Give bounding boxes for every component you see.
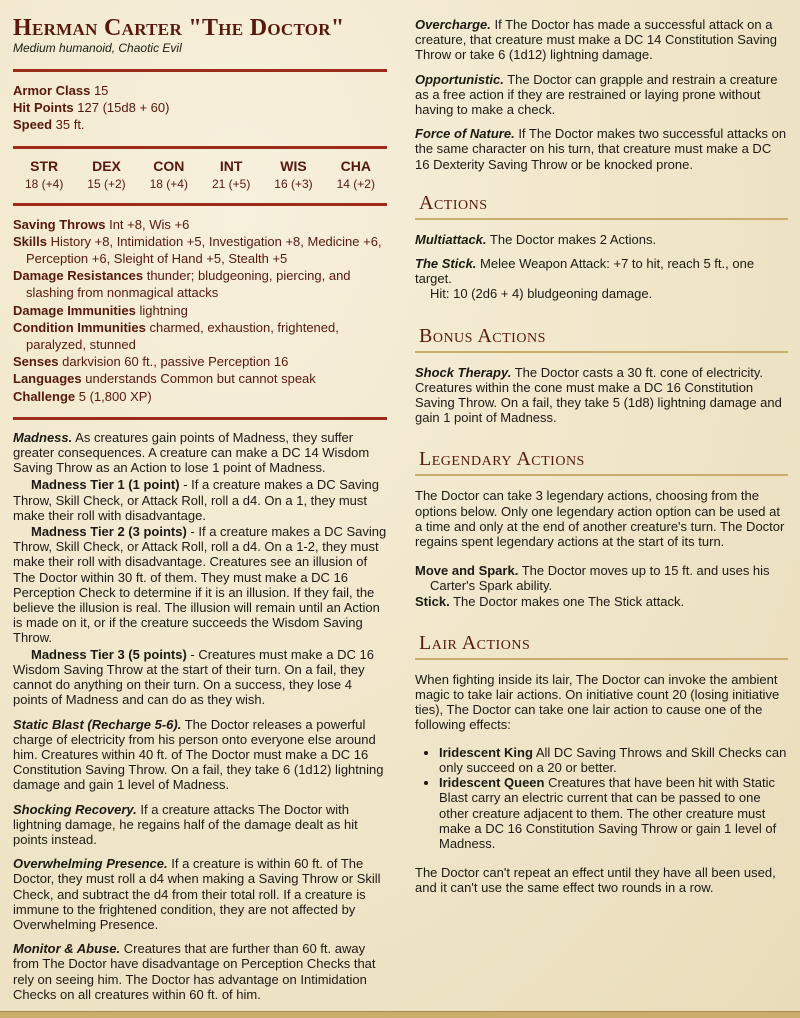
- legendary-name: Stick.: [415, 593, 450, 609]
- damage-immunities-value: lightning: [139, 302, 188, 318]
- ability-name: CHA: [340, 157, 371, 174]
- trait-name: Force of Nature.: [415, 126, 515, 142]
- trait-text: The Doctor can grapple and restrain a creature as a free action if they are restrained or laying prone without having to make a check.: [415, 71, 778, 118]
- tier-name: Madness Tier 3 (5 points): [31, 646, 187, 662]
- condition-immunities-label: Condition Immunities: [13, 319, 146, 335]
- damage-immunities-label: Damage Immunities: [13, 302, 136, 318]
- condition-immunities-value: charmed, exhaustion, frightened, paralyzed, stunned: [26, 319, 339, 353]
- trait-text: If a creature attacks The Doctor with lightning damage, he regains half of the damage dealt as hit points instead.: [13, 801, 358, 847]
- trait-name: Overcharge.: [415, 17, 491, 32]
- lair-effect-item: [439, 775, 788, 851]
- lair-actions-heading: Lair Actions: [419, 631, 531, 654]
- armor-class-value: 15: [93, 83, 109, 98]
- right-column: [415, 0, 788, 905]
- ability-dex: [76, 157, 136, 193]
- legendary-intro: The Doctor can take 3 legendary actions, choosing from the options below. Only one legendary action option can be used at a time and only at the end of another creature's turn. The Doctor regains spent legendary actions at the start of its turn.: [415, 488, 785, 550]
- actions-heading: Actions: [419, 191, 488, 214]
- legendary-move-and-spark: [415, 563, 788, 593]
- speed-value: 35 ft.: [55, 117, 85, 133]
- trait-name: Monitor & Abuse.: [13, 941, 121, 957]
- trait-text: Creatures that are further than 60 ft. away from The Doctor have disadvantage on Perception Checks that rely on seeing him. The Doctor has advantage on Intimidation Checks on all creatures within 60 ft. of him.: [13, 941, 376, 1002]
- hit-points-value: 127 (15d8 + 60): [77, 100, 170, 116]
- divider: [13, 203, 387, 206]
- ability-value: 21 (+5): [211, 176, 251, 191]
- action-text: Melee Weapon Attack: +7 to hit, reach 5 ft., one target.: [415, 256, 755, 287]
- divider: [13, 69, 387, 72]
- tier-name: Madness Tier 2 (3 points): [31, 524, 187, 540]
- details-block: [13, 216, 387, 405]
- legendary-name: Move and Spark.: [415, 563, 519, 579]
- page-frame-bottom: [0, 1011, 800, 1018]
- bonus-action-text: The Doctor casts a 30 ft. cone of electricity. Creatures within the cone must make a DC 16 Constitution Saving Throw. On a fail, they take 5 (1d8) lightning damage and gain 1 point of Madness.: [415, 364, 782, 426]
- section-rule: [415, 474, 788, 476]
- madness-tier-2: [13, 524, 387, 646]
- monster-name: Herman Carter "The Doctor": [13, 15, 345, 41]
- bonus-action-name: Shock Therapy.: [415, 364, 512, 380]
- core-stats: [13, 82, 387, 134]
- traits-block: [13, 430, 387, 1002]
- trait-shocking-recovery: [13, 802, 387, 848]
- bonus-action-shock-therapy: [415, 365, 788, 426]
- trait-text: If a creature is within 60 ft. of The Doctor, they must roll a d4 when making a Saving Throw or Skill Check, and subtract the d4 from their total roll. If a creature is immune to the frightened condition, they are not affected by Overwhelming Presence.: [13, 856, 381, 932]
- languages-value: understands Common but cannot speak: [85, 371, 316, 387]
- bonus-actions-heading: Bonus Actions: [419, 324, 546, 347]
- damage-resistances-value: thunder; bludgeoning, piercing, and slashing from nonmagical attacks: [26, 268, 351, 301]
- tier-text: - If a creature makes a DC Saving Throw, Skill Check, or Attack Roll, roll a d4. On a 1, they must make their roll with disadvantage.: [13, 477, 380, 523]
- lair-effect-text: Creatures that have been hit with Static Blast carry an electric current that can be passed to one other creature adjacent to them. The other creature must make a DC 16 Constitution Saving Throw or gain 1 level of Madness.: [439, 775, 777, 851]
- ability-name: INT: [219, 157, 243, 174]
- trait-opportunistic: [415, 72, 788, 118]
- ability-con: [139, 157, 199, 193]
- action-name: The Stick.: [415, 256, 477, 272]
- action-multiattack: [415, 232, 788, 247]
- action-the-stick: [415, 256, 788, 286]
- lair-outro: The Doctor can't repeat an effect until they have all been used, and it can't use the same effect two rounds in a row.: [415, 865, 776, 896]
- trait-name: Overwhelming Presence.: [13, 856, 168, 872]
- armor-class-label: Armor Class: [13, 83, 91, 98]
- lair-effect-name: Iridescent King: [439, 744, 533, 760]
- languages-label: Languages: [13, 371, 82, 387]
- ability-value: 14 (+2): [336, 176, 375, 191]
- ability-name: STR: [30, 157, 59, 174]
- trait-name: Opportunistic.: [415, 71, 504, 87]
- legendary-actions-heading: Legendary Actions: [419, 448, 585, 471]
- skills-value: History +8, Intimidation +5, Investigation +8, Medicine +6, Perception +6, Sleight of Hand +5, Stealth +5: [26, 233, 382, 267]
- hit-points-label: Hit Points: [13, 100, 74, 116]
- challenge-value: 5 (1,800 XP): [78, 388, 152, 404]
- monster-subtitle: Medium humanoid, Chaotic Evil: [13, 41, 182, 55]
- speed-label: Speed: [13, 117, 53, 133]
- ability-name: WIS: [280, 157, 307, 174]
- lair-intro: When fighting inside its lair, The Doctor can invoke the ambient magic to take lair actions. On initiative count 20 (losing initiative ties), The Doctor can take one lair action to cause one of the following effects:: [415, 671, 780, 733]
- trait-madness: [13, 430, 387, 476]
- section-rule: [415, 218, 788, 220]
- ability-name: DEX: [92, 157, 121, 174]
- trait-monitor-abuse: [13, 941, 387, 1002]
- trait-overwhelming-presence: [13, 856, 387, 932]
- saving-throws-label: Saving Throws: [13, 216, 106, 232]
- ability-value: 15 (+2): [87, 176, 126, 191]
- lair-effect-name: Iridescent Queen: [439, 775, 545, 791]
- tier-text: - Creatures must make a DC 16 Wisdom Saving Throw at the start of their turn. On a fail, they cannot do anything on their turn. On a success, they lose 4 points of Madness and can do as they wish.: [13, 646, 374, 708]
- ability-value: 18 (+4): [149, 176, 188, 191]
- senses-value: darkvision 60 ft., passive Perception 16: [62, 354, 289, 370]
- trait-overcharge: [415, 17, 788, 63]
- trait-static-blast: [13, 717, 387, 793]
- ability-cha: [326, 157, 386, 193]
- trait-text: If The Doctor makes two successful attacks on the same character on his turn, that creature must make a DC 16 Dexterity Saving Throw or be knocked prone.: [415, 126, 787, 172]
- skills-label: Skills: [13, 233, 47, 249]
- trait-text: The Doctor releases a powerful charge of electricity from his person onto everyone else around him. Creatures within 40 ft. of The Doctor must make a DC 16 Constitution Saving Throw. On a fail, they take 6 (1d12) lightning damage and gain 1 level of Madness.: [13, 716, 384, 793]
- ability-scores: [13, 157, 387, 193]
- madness-tier-1: [13, 477, 387, 523]
- tier-text: - If a creature makes a DC Saving Throw, Skill Check, or Attack Roll, roll a d4. On a 1-2, they must make their roll with disadvantage. Creatures see an illusion of The Doctor within 30 ft. of them. They must make a DC 16 Perception Check to determine if it is an illusion. If they fail, the believe the illusion is real. The illusion will remain until an Action is made on it, or if the creature succeeds the Wisdom Saving Throw.: [13, 524, 387, 646]
- trait-name: Madness.: [13, 429, 73, 445]
- section-rule: [415, 658, 788, 660]
- trait-name: Static Blast (Recharge 5-6).: [13, 716, 182, 732]
- action-text: The Doctor makes 2 Actions.: [489, 231, 657, 247]
- ability-value: 18 (+4): [24, 176, 64, 191]
- ability-str: [14, 157, 74, 193]
- senses-label: Senses: [13, 354, 59, 370]
- lair-effect-text: All DC Saving Throws and Skill Checks can only succeed on a 20 or better.: [439, 744, 787, 775]
- damage-resistances-label: Damage Resistances: [13, 268, 144, 284]
- challenge-label: Challenge: [13, 388, 76, 404]
- divider: [13, 146, 387, 149]
- ability-name: CON: [153, 157, 185, 174]
- trait-text: As creatures gain points of Madness, they suffer greater consequences. A creature can make a DC 14 Wisdom Saving Throw as an Action to lose 1 point of Madness.: [13, 429, 370, 476]
- saving-throws-value: Int +8, Wis +6: [109, 216, 190, 232]
- ability-value: 16 (+3): [274, 176, 313, 191]
- madness-tier-3: [13, 647, 387, 708]
- ability-wis: [263, 157, 323, 193]
- lair-effects-list: [415, 745, 788, 851]
- action-name: Multiattack.: [415, 231, 487, 247]
- left-column: [13, 0, 387, 1011]
- legendary-text: The Doctor makes one The Stick attack.: [453, 593, 685, 609]
- trait-text: If The Doctor has made a successful attack on a creature, that creature must make a DC 14 Constitution Saving Throw or take 6 (1d12) lightning damage.: [415, 17, 778, 63]
- ability-int: [201, 157, 261, 193]
- legendary-stick: [415, 594, 788, 609]
- tier-name: Madness Tier 1 (1 point): [31, 477, 180, 493]
- action-the-stick-hit: Hit: 10 (2d6 + 4) bludgeoning damage.: [430, 286, 653, 302]
- trait-name: Shocking Recovery.: [13, 801, 137, 817]
- legendary-text: The Doctor moves up to 15 ft. and uses his Carter's Spark ability.: [430, 563, 770, 594]
- lair-effect-item: [439, 745, 788, 775]
- trait-force-of-nature: [415, 126, 788, 172]
- divider: [13, 417, 387, 420]
- section-rule: [415, 351, 788, 353]
